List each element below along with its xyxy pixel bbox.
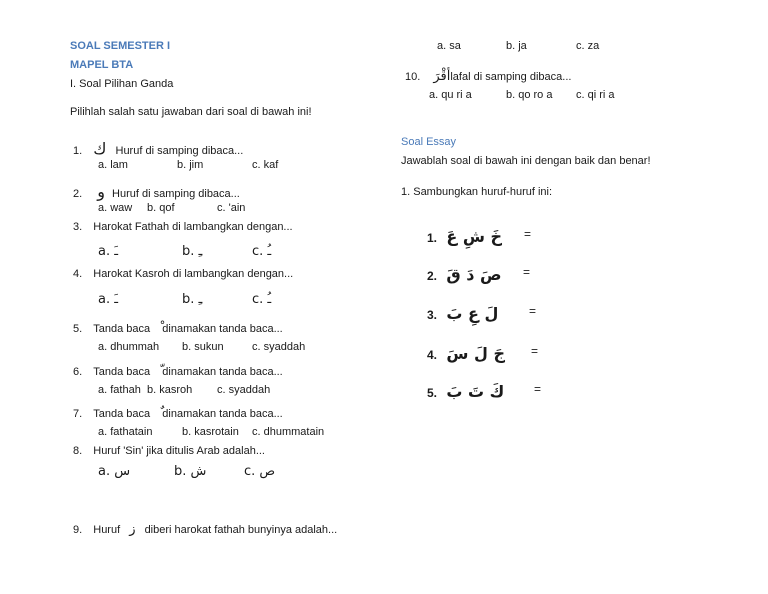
option: b. ja	[506, 40, 527, 52]
essay-item-3	[427, 304, 537, 323]
option: c. ص	[244, 464, 276, 479]
essay-item-5	[427, 382, 542, 401]
question-text: Huruf 'Sin' jika ditulis Arab adalah...	[93, 445, 265, 457]
option: a. waw	[98, 202, 133, 214]
question-text: dinamakan tanda baca...	[162, 323, 283, 335]
equals-sign: =	[529, 304, 537, 318]
question-text: Huruf	[93, 524, 121, 536]
question-8	[73, 445, 265, 457]
option: b. ـِ	[182, 292, 203, 307]
option: c. kaf	[252, 159, 279, 171]
question-7	[73, 406, 283, 421]
option: b. kasroh	[147, 384, 193, 396]
question-text: diberi harokat fathah bunyinya adalah...	[144, 524, 338, 536]
arabic-letters: جَ لَ سَ	[446, 344, 505, 363]
subject-title: MAPEL BTA	[70, 59, 134, 71]
option: a. ـَ	[98, 292, 119, 307]
arabic-letters: خَ شِ عَ	[446, 227, 503, 246]
arabic-letters: كَ تَ بَ	[446, 382, 505, 401]
question-number: 2.	[73, 188, 83, 200]
question-text: Huruf di samping dibaca...	[115, 145, 244, 157]
instruction-text: Pilihlah salah satu jawaban dari soal di bawah ini!	[70, 106, 312, 118]
question-number: 7.	[73, 408, 83, 420]
equals-sign: =	[531, 344, 539, 358]
question-10	[405, 69, 571, 84]
question-3	[73, 221, 293, 233]
option: a. sa	[437, 40, 461, 52]
option: b. ـِ	[182, 244, 203, 259]
arabic-glyph: ك	[93, 139, 107, 158]
question-number: 5.	[73, 323, 83, 335]
essay-task: 1. Sambungkan huruf-huruf ini:	[401, 186, 553, 198]
question-text: Harokat Fathah di lambangkan dengan...	[93, 221, 293, 233]
question-text: Huruf di samping dibaca...	[112, 188, 240, 200]
arabic-glyph: و	[97, 182, 105, 201]
question-text: Tanda baca	[93, 323, 151, 335]
question-text: lafal di samping dibaca...	[450, 71, 572, 83]
arabic-glyph: أقْرَ	[433, 69, 451, 84]
page-title: SOAL SEMESTER I	[70, 40, 171, 52]
option: b. jim	[177, 159, 204, 171]
option: b. sukun	[182, 341, 224, 353]
question-text: dinamakan tanda baca...	[162, 408, 283, 420]
option: a. fathah	[98, 384, 141, 396]
equals-sign: =	[524, 227, 532, 241]
question-number: 6.	[73, 366, 83, 378]
option: b. qo ro a	[506, 89, 553, 101]
option: a. ـَ	[98, 244, 119, 259]
option: c. za	[576, 40, 600, 52]
essay-instruction: Jawablah soal di bawah ini dengan baik dan benar!	[401, 155, 651, 167]
option: a. dhummah	[98, 341, 160, 353]
question-number: 8.	[73, 445, 83, 457]
essay-number: 1.	[427, 231, 438, 245]
question-number: 1.	[73, 145, 83, 157]
option: b. qof	[147, 202, 175, 214]
arabic-letters: صَ دَ قَ	[446, 265, 502, 284]
option: c. 'ain	[217, 202, 246, 214]
option: a. qu ri a	[429, 89, 472, 101]
question-1	[73, 139, 243, 158]
question-number: 3.	[73, 221, 83, 233]
equals-sign: =	[534, 382, 542, 396]
option: c. syaddah	[217, 384, 271, 396]
question-number: 9.	[73, 524, 83, 536]
option: c. ـُ	[252, 292, 272, 307]
question-number: 10.	[405, 71, 421, 83]
option: a. fathatain	[98, 426, 153, 438]
question-text: Tanda baca	[93, 408, 151, 420]
question-4	[73, 268, 293, 280]
option: c. ـُ	[252, 244, 272, 259]
option: b. kasrotain	[182, 426, 239, 438]
question-9	[73, 522, 337, 537]
option: b. ش	[174, 464, 207, 479]
essay-item-1	[427, 227, 532, 246]
essay-item-4	[427, 344, 539, 363]
arabic-glyph: ز	[129, 522, 136, 537]
option: c. dhummatain	[252, 426, 325, 438]
option: a. س	[98, 464, 131, 479]
option: c. syaddah	[252, 341, 306, 353]
option: a. lam	[98, 159, 128, 171]
essay-number: 2.	[427, 269, 438, 283]
essay-title: Soal Essay	[401, 136, 457, 148]
question-6	[73, 364, 283, 379]
essay-item-2	[427, 265, 531, 284]
option: c. qi ri a	[576, 89, 615, 101]
question-2	[73, 182, 240, 201]
question-text: Tanda baca	[93, 366, 151, 378]
section-heading: I. Soal Pilihan Ganda	[70, 78, 174, 90]
question-number: 4.	[73, 268, 83, 280]
arabic-letters: لَ عِ بَ	[446, 304, 499, 323]
essay-number: 3.	[427, 308, 438, 322]
question-text: Harokat Kasroh di lambangkan dengan...	[93, 268, 294, 280]
question-5	[73, 321, 283, 336]
essay-number: 5.	[427, 386, 438, 400]
question-text: dinamakan tanda baca...	[162, 366, 283, 378]
essay-number: 4.	[427, 348, 438, 362]
equals-sign: =	[523, 265, 531, 279]
